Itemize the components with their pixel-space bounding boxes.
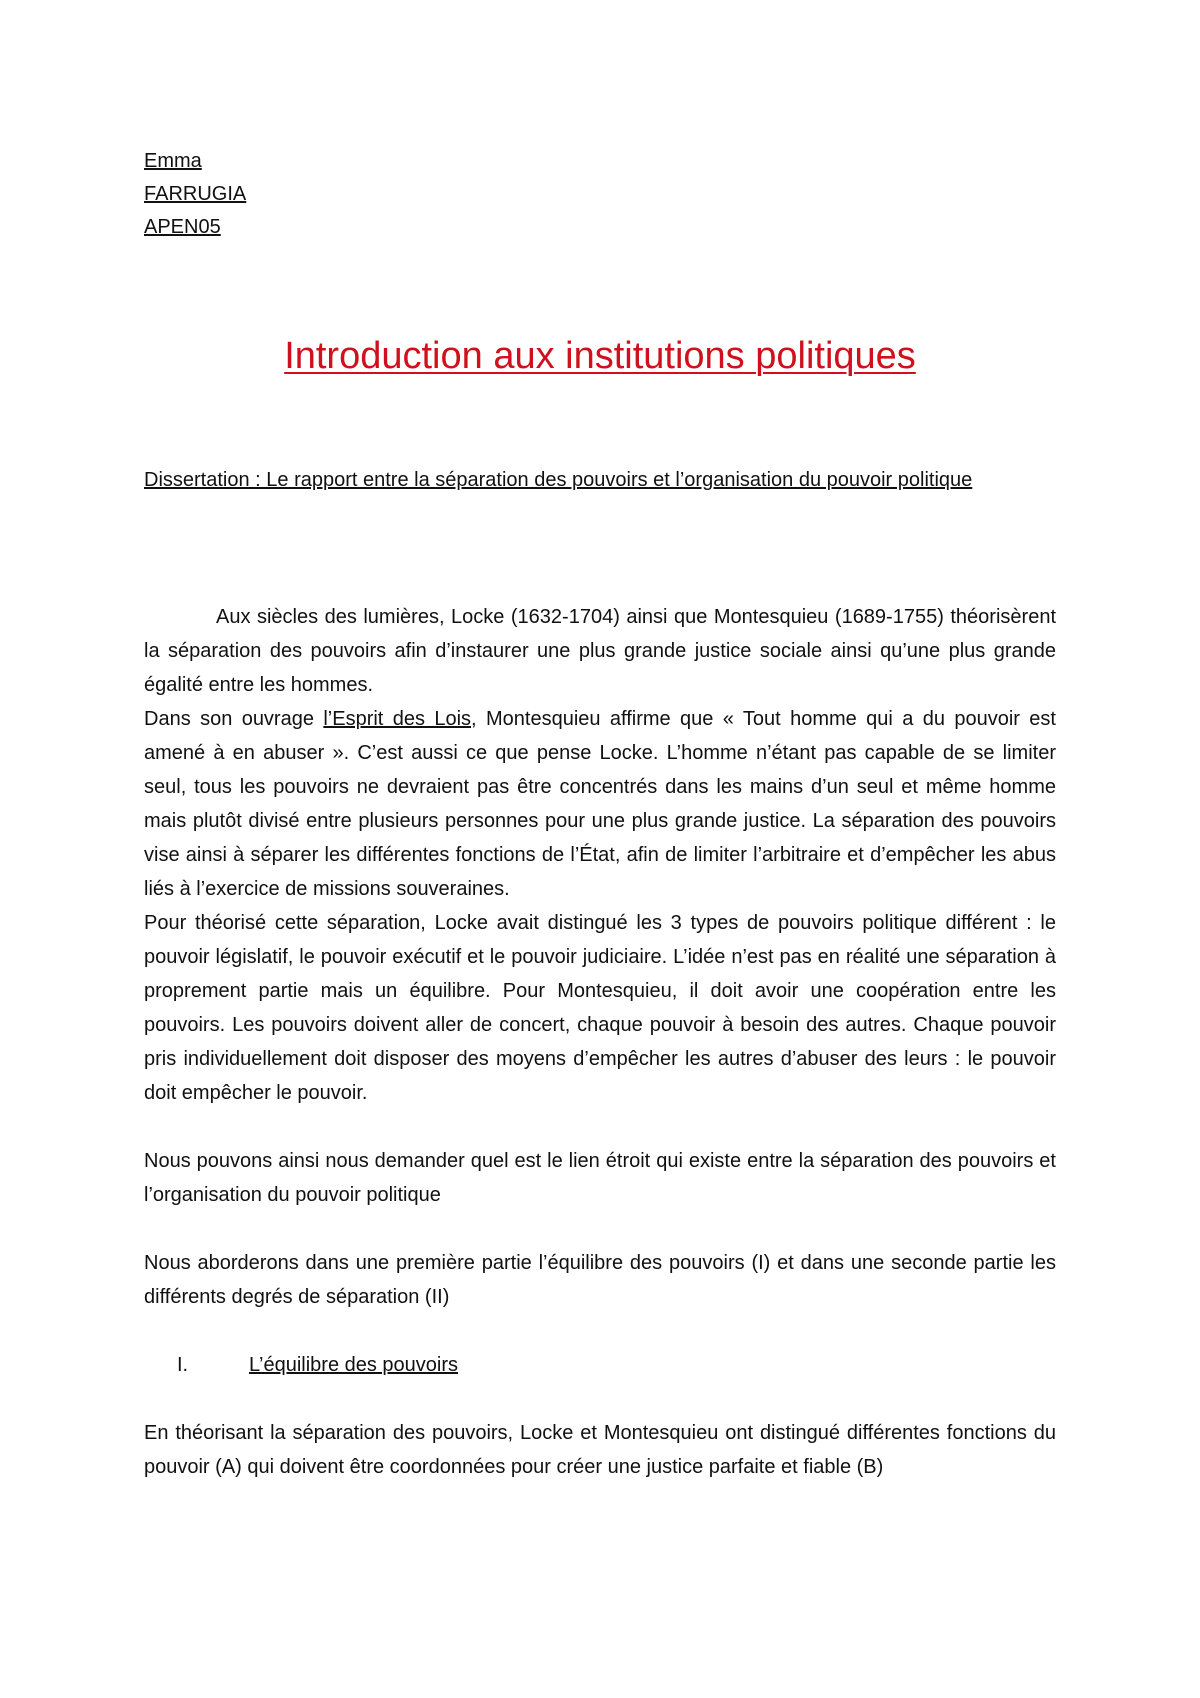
paragraph-locke: Pour théorisé cette séparation, Locke avait distingué les 3 types de pouvoirs politique différent : le pouvoir législatif, le pouvoir exécutif et le pouvoir judiciaire. L’idée n’est pas en réalité une séparation à proprement partie mais un équilibre. Pour Montesquieu, il doit avoir une coopération entre les pouvoirs. Les pouvoirs doivent aller de concert, chaque pouvoir à besoin des autres. Chaque pouvoir pris individuellement doit disposer des moyens d’empêcher les autres d’abuser des leurs : le pouvoir doit empêcher le pouvoir.: [144, 912, 1056, 1104]
work-title: l’Esprit des Lois: [323, 708, 472, 730]
paragraph-montesquieu-lead: Dans son ouvrage: [144, 708, 324, 730]
dissertation-subject: Dissertation : Le rapport entre la séparation des pouvoirs et l’organisation du pouvoir politique: [144, 469, 973, 491]
course-code: APEN05: [144, 216, 221, 238]
paragraph-intro: Aux siècles des lumières, Locke (1632-1704) ainsi que Montesquieu (1689-1755) théorisèrent la séparation des pouvoirs afin d’instaurer une plus grande justice sociale ainsi qu’une plus grande égalité entre les hommes.: [144, 606, 1056, 696]
paragraph-montesquieu-rest: , Montesquieu affirme que « Tout homme qui a du pouvoir est amené à en abuser ». C’est aussi ce que pense Locke. L’homme n’étant pas capable de se limiter seul, tous les pouvoirs ne devraient pas être concentrés dans les mains d’un seul et même homme mais plutôt divisé entre plusieurs personnes pour une plus grande justice. La séparation des pouvoirs vise ainsi à séparer les différentes fonctions de l’État, afin de limiter l’arbitraire et d’empêcher les abus liés à l’exercice de missions souveraines.: [144, 708, 1056, 900]
author-first-name: Emma: [144, 150, 202, 172]
section-heading-1: [144, 1348, 1056, 1382]
paragraph-montesquieu: [144, 702, 1056, 906]
author-last-name: FARRUGIA: [144, 183, 247, 205]
paragraph-problematique: Nous pouvons ainsi nous demander quel est le lien étroit qui existe entre la séparation des pouvoirs et l’organisation du pouvoir politique: [144, 1150, 1056, 1206]
document-title: Introduction aux institutions politiques: [284, 335, 916, 377]
document-body: [144, 600, 1056, 1484]
section-number: I.: [177, 1354, 189, 1376]
paragraph-section-intro: En théorisant la séparation des pouvoirs, Locke et Montesquieu ont distingué différentes fonctions du pouvoir (A) qui doivent être coordonnées pour créer une justice parfaite et fiable (B): [144, 1422, 1056, 1478]
paragraph-plan: Nous aborderons dans une première partie l’équilibre des pouvoirs (I) et dans une seconde partie les différents degrés de séparation (II): [144, 1252, 1056, 1308]
section-label: L’équilibre des pouvoirs: [249, 1354, 459, 1376]
author-block: [144, 145, 246, 244]
